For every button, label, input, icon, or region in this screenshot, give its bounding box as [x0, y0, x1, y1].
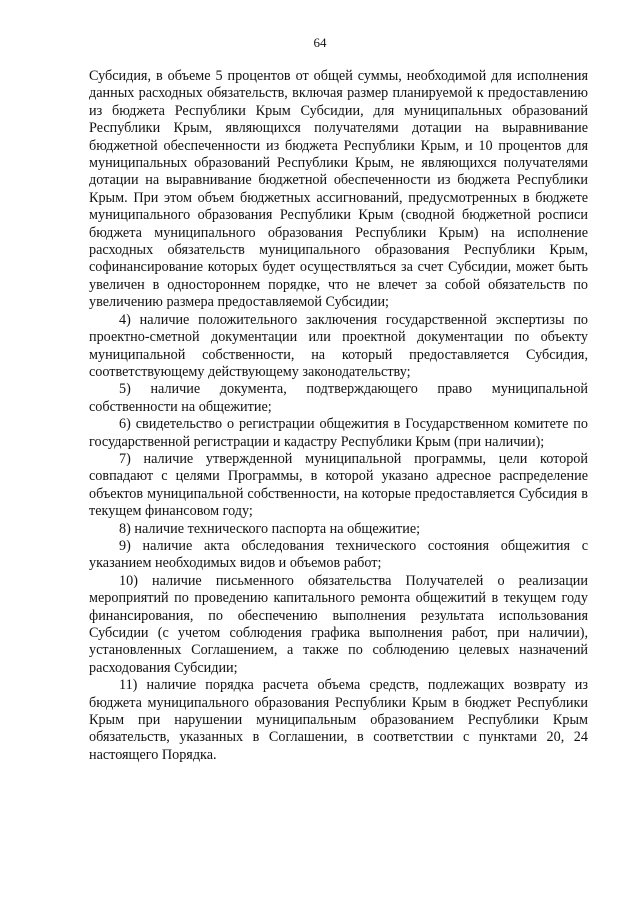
page-number: 64	[313, 35, 327, 50]
paragraph-item-11: 11) наличие порядка расчета объема средств, подлежащих возврату из бюджета муниципального образования Республики Крым в бюджет Республики Крым при нарушении муниципальным образованием Республики Крым обязательств, указанных в Соглашении, в соответствии с пунктами 20, 24 настоящего Порядка.	[89, 677, 588, 763]
paragraph-item-8: 8) наличие технического паспорта на общежитие;	[119, 520, 421, 537]
paragraph-item-10: 10) наличие письменного обязательства Получателей о реализации мероприятий по проведению капитального ремонта общежитий в текущем году финансирования, по обеспечению выполнения результата использования Субсидии (с учетом соблюдения графика выполнения работ, при наличии), установленных Соглашением, а также по соблюдению целевых назначений расходования Субсидии;	[89, 572, 588, 676]
paragraph-item-6: 6) свидетельство о регистрации общежития в Государственном комитете по государственной регистрации и кадастру Республики Крым (при наличии);	[89, 416, 588, 450]
paragraph-item-4: 4) наличие положительного заключения государственной экспертизы по проектно-сметной документации или проектной документации по объекту муниципальной собственности, на который предоставляется Субсидия, соответствующему действующему законодательству;	[89, 311, 588, 380]
paragraph-continuation: Субсидия, в объеме 5 процентов от общей суммы, необходимой для исполнения данных расходных обязательств, включая размер планируемой к предоставлению из бюджета Республики Крым Субсидии, для муниципальных образований Республики Крым, являющихся получателями дотации на выравнивание бюджетной обеспеченности из бюджета Республики Крым, и 10 процентов для муниципальных образований Республики Крым, не являющихся получателями дотации на выравнивание бюджетной обеспеченности из бюджета Республики Крым. При этом объем бюджетных ассигнований, предусмотренных в бюджете муниципального образования Республики Крым (сводной бюджетной росписи бюджета муниципального образования Республики Крым) на исполнение расходных обязательств муниципального образования Республики Крым, софинансирование которых будет осуществляться за счет Субсидии, может быть увеличен в одностороннем порядке, что не влечет за собой обязательств по увеличению размера предоставляемой Субсидии;	[89, 68, 588, 311]
document-body	[89, 68, 588, 764]
paragraph-item-9: 9) наличие акта обследования технического состояния общежития с указанием необходимых видов и объемов работ;	[89, 537, 588, 572]
paragraph-item-7: 7) наличие утвержденной муниципальной программы, цели которой совпадают с целями Программы, в которой указано адресное распределение объектов муниципальной собственности, на которые предоставляется Субсидия в текущем финансовом году;	[89, 450, 588, 520]
paragraph-item-5: 5) наличие документа, подтверждающего право муниципальной собственности на общежитие;	[89, 381, 588, 415]
